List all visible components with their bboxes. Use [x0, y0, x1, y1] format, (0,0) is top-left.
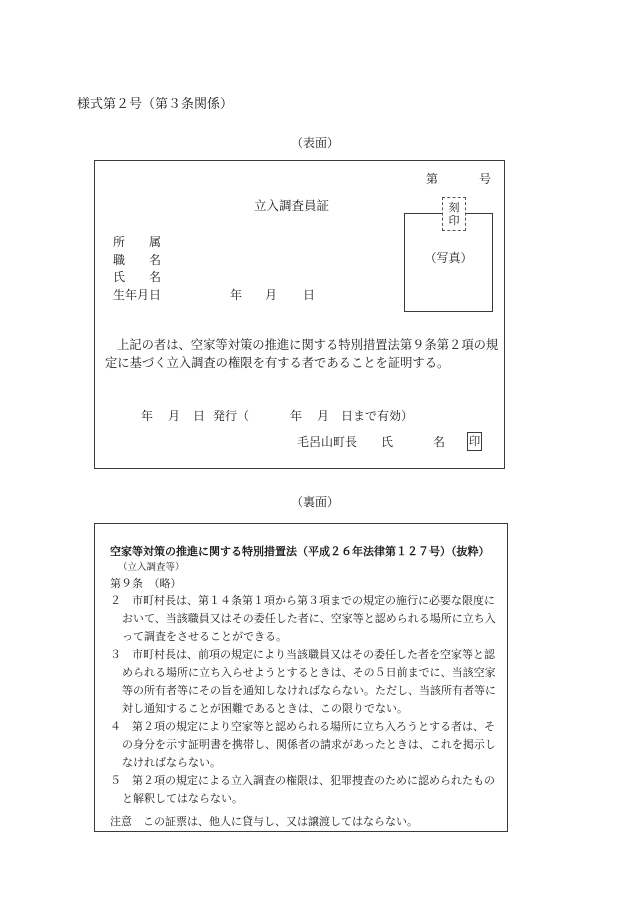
paragraph-3-line-2: められる場所に立ち入らせようとするときは、その５日前までに、当該空家 — [122, 666, 496, 679]
valid-month-unit: 月 — [317, 409, 330, 423]
birth-month-unit: 月 — [265, 288, 278, 302]
seal-box: 印 — [467, 432, 482, 451]
front-card — [94, 160, 505, 469]
paragraph-4-line-2: の身分を示す証明書を携帯し、関係者の請求があったときは、これを掲示し — [122, 738, 496, 751]
stamp-char-2: 印 — [448, 214, 460, 227]
paragraph-3-line-1: ３ 市町村長は、前項の規定により当該職員又はその委任した者を空家等と認 — [110, 648, 495, 661]
valid-year-unit: 年 — [290, 409, 303, 423]
paragraph-5-line-2: と解釈してはならない。 — [122, 792, 243, 805]
issue-year-unit: 年 — [141, 409, 154, 423]
valid-until-label: 日まで有効） — [341, 409, 414, 423]
stamp-char-1: 刻 — [448, 201, 460, 214]
certificate-number-prefix: 第 — [426, 172, 439, 186]
birth-day-unit: 日 — [303, 288, 316, 302]
usage-note: 注意 この証票は、他人に貸与し、又は譲渡してはならない。 — [110, 815, 418, 828]
certificate-number-suffix: 号 — [479, 172, 492, 186]
issued-label: 発行（ — [213, 409, 250, 423]
paragraph-4-line-1: ４ 第２項の規定により空家等と認められる場所に立ち入ろうとする者は、そ — [110, 720, 495, 733]
law-text — [110, 592, 496, 808]
photo-label: （写真） — [424, 251, 473, 265]
paragraph-4-line-3: なければならない。 — [122, 756, 221, 769]
embossed-stamp-box — [442, 197, 466, 231]
issue-month-unit: 月 — [168, 409, 181, 423]
paragraph-3-line-3: 等の所有者等にその旨を通知しなければならない。ただし、当該所有者等に — [122, 684, 496, 697]
back-card — [94, 523, 508, 832]
back-side-label: （裏面） — [290, 495, 339, 509]
issuer-title: 毛呂山町長 — [297, 435, 358, 449]
field-label-birth-date: 生年月日 — [113, 288, 162, 302]
law-heading: 空家等対策の推進に関する特別措置法（平成２６年法律第１２７号）（抜粋） — [110, 545, 490, 558]
paragraph-5-line-1: ５ 第２項の規定による立入調査の権限は、犯罪捜査のために認められたもの — [110, 774, 495, 787]
signature-name-char-2: 名 — [433, 435, 446, 449]
paragraph-2-line-1: ２ 市町村長は、第１４条第１項から第３項までの規定の施行に必要な限度に — [110, 594, 495, 607]
certification-line-1: 上記の者は、空家等対策の推進に関する特別措置法第９条第２項の規 — [117, 338, 499, 352]
field-label-job-title: 職 名 — [113, 253, 162, 267]
article-caption: （立入調査等） — [118, 562, 185, 573]
signature-name-char-1: 氏 — [381, 435, 394, 449]
front-side-label: （表面） — [290, 136, 339, 150]
birth-year-unit: 年 — [230, 288, 243, 302]
paragraph-2-line-2: おいて、当該職員又はその委任した者に、空家等と認められる場所に立ち入 — [122, 612, 496, 625]
field-label-name: 氏 名 — [113, 270, 162, 284]
paragraph-2-line-3: って調査をさせることができる。 — [122, 630, 287, 643]
form-number: 様式第２号（第３条関係） — [77, 97, 234, 112]
paragraph-3-line-4: 対し通知することが困難であるときは、この限りでない。 — [122, 702, 408, 715]
certification-line-2: 定に基づく立入調査の権限を有する者であることを証明する。 — [105, 356, 450, 370]
field-label-affiliation: 所 属 — [113, 235, 162, 249]
article-number: 第９条 （略） — [110, 577, 182, 590]
card-title: 立入調査員証 — [254, 198, 330, 213]
issue-day-unit: 日 — [193, 409, 206, 423]
